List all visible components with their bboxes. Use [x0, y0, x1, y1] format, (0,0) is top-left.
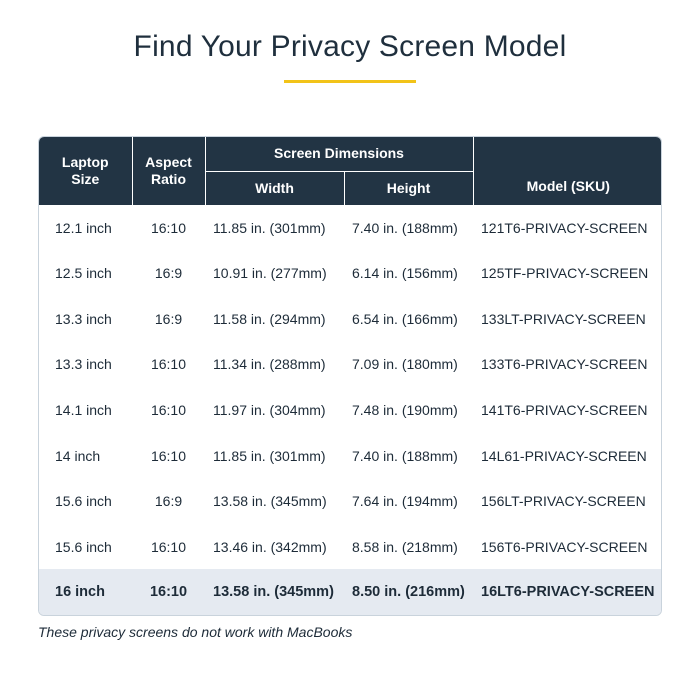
header-laptop-size: Laptop Size: [39, 137, 132, 205]
header-aspect-ratio: Aspect Ratio: [132, 137, 205, 205]
cell-height: 8.58 in. (218mm): [352, 538, 458, 555]
header-width: Width: [205, 171, 344, 205]
cell-height: 8.50 in. (216mm): [352, 584, 465, 601]
cell-model-sku: 156LT-PRIVACY-SCREEN: [481, 493, 646, 510]
cell-model-sku: 125TF-PRIVACY-SCREEN: [481, 265, 649, 282]
cell-width: 13.46 in. (342mm): [213, 538, 327, 555]
cell-height: 6.54 in. (166mm): [352, 310, 458, 327]
cell-height: 7.09 in. (180mm): [352, 356, 458, 373]
cell-width: 11.58 in. (294mm): [213, 310, 326, 327]
cell-aspect-ratio: 16:10: [150, 447, 187, 464]
cell-aspect-ratio: 16:9: [154, 493, 183, 510]
cell-height: 6.14 in. (156mm): [352, 265, 458, 282]
cell-model-sku: 133LT-PRIVACY-SCREEN: [481, 310, 646, 327]
cell-aspect-ratio: 16:10: [149, 584, 188, 601]
cell-laptop-size: 15.6 inch: [55, 493, 112, 510]
cell-model-sku: 141T6-PRIVACY-SCREEN: [481, 401, 648, 418]
cell-laptop-size: 12.5 inch: [55, 265, 112, 282]
table-row: [39, 433, 662, 479]
cell-laptop-size: 13.3 inch: [55, 310, 112, 327]
table-row: [39, 342, 662, 388]
model-table: [39, 137, 662, 615]
cell-laptop-size: 14.1 inch: [55, 401, 112, 418]
cell-laptop-size: 15.6 inch: [55, 538, 112, 555]
table-row: [39, 251, 662, 297]
header-height: Height: [344, 171, 473, 205]
cell-laptop-size: 12.1 inch: [55, 220, 112, 237]
cell-width: 11.85 in. (301mm): [213, 220, 326, 237]
title-underline: [284, 80, 416, 83]
table-row: [39, 296, 662, 342]
page-title: Find Your Privacy Screen Model: [133, 30, 567, 63]
cell-aspect-ratio: 16:10: [150, 220, 187, 237]
cell-width: 13.58 in. (345mm): [213, 584, 334, 601]
cell-width: 11.34 in. (288mm): [213, 356, 326, 373]
table-row: [39, 205, 662, 251]
cell-model-sku: 14L61-PRIVACY-SCREEN: [481, 447, 647, 464]
cell-width: 10.91 in. (277mm): [213, 265, 327, 282]
footnote: These privacy screens do not work with MacBooks: [38, 624, 353, 640]
table-row: [39, 524, 662, 570]
cell-aspect-ratio: 16:9: [154, 310, 183, 327]
table-row: [39, 478, 662, 524]
privacy-screen-table: [38, 136, 662, 616]
cell-width: 11.85 in. (301mm): [213, 447, 326, 464]
cell-height: 7.64 in. (194mm): [352, 493, 458, 510]
header-screen-dimensions: Screen Dimensions: [205, 137, 473, 171]
cell-height: 7.40 in. (188mm): [352, 220, 458, 237]
cell-laptop-size: 16 inch: [55, 584, 105, 601]
cell-model-sku: 133T6-PRIVACY-SCREEN: [481, 356, 648, 373]
cell-laptop-size: 14 inch: [55, 447, 101, 464]
cell-width: 11.97 in. (304mm): [213, 401, 326, 418]
cell-aspect-ratio: 16:9: [154, 265, 183, 282]
cell-aspect-ratio: 16:10: [150, 356, 187, 373]
cell-aspect-ratio: 16:10: [150, 401, 187, 418]
table-row-highlighted: [39, 569, 662, 615]
cell-model-sku: 16LT6-PRIVACY-SCREEN: [481, 584, 655, 601]
cell-height: 7.40 in. (188mm): [352, 447, 458, 464]
cell-width: 13.58 in. (345mm): [213, 493, 327, 510]
header-model-sku: Model (SKU): [473, 137, 662, 205]
cell-model-sku: 156T6-PRIVACY-SCREEN: [481, 538, 648, 555]
table-row: [39, 387, 662, 433]
cell-height: 7.48 in. (190mm): [352, 401, 458, 418]
cell-model-sku: 121T6-PRIVACY-SCREEN: [481, 220, 648, 237]
cell-laptop-size: 13.3 inch: [55, 356, 112, 373]
cell-aspect-ratio: 16:10: [150, 538, 187, 555]
